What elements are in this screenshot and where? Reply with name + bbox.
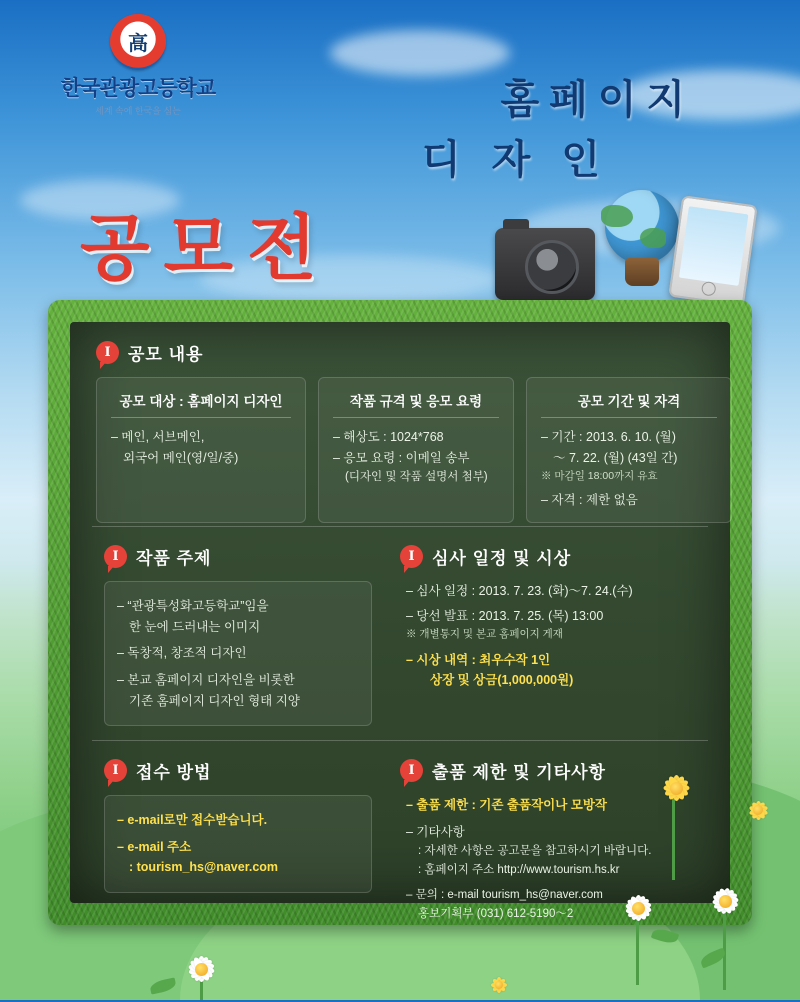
panel-theme bbox=[104, 581, 372, 726]
cloud-decoration bbox=[330, 30, 510, 76]
camera-icon bbox=[495, 228, 595, 300]
section-submission-title: 접수 방법 bbox=[136, 763, 212, 782]
judging-line: – 심사 일정 : 2013. 7. 23. (화)～7. 24.(수) bbox=[406, 584, 633, 598]
panel-submission bbox=[104, 795, 372, 893]
poster-main-title: 공모전 bbox=[80, 209, 331, 289]
emblem-glyph: 高 bbox=[128, 30, 148, 55]
school-emblem-icon bbox=[110, 14, 166, 70]
section-restrictions-title: 출품 제한 및 기타사항 bbox=[432, 763, 606, 782]
flower-icon bbox=[648, 760, 704, 816]
panel-judging bbox=[400, 581, 720, 691]
section-submission-header bbox=[104, 758, 372, 783]
globe-stand-icon bbox=[625, 258, 659, 286]
theme-line: 한 눈에 드러내는 이미지 bbox=[129, 619, 261, 634]
globe-landmass-icon bbox=[640, 228, 666, 248]
section-contents-panels bbox=[96, 377, 748, 523]
restrictions-line: : 자세한 사항은 공고문을 참고하시기 바랍니다. bbox=[418, 845, 652, 858]
submission-line: – e-mail로만 접수받습니다. bbox=[117, 813, 268, 827]
section-judging bbox=[400, 544, 720, 691]
section-marker-icon: I bbox=[400, 545, 423, 568]
globe-landmass-icon bbox=[601, 205, 633, 227]
flower-icon bbox=[482, 968, 516, 1002]
section-contents-title: 공모 내용 bbox=[128, 345, 204, 364]
restrictions-line: – 출품 제한 : 기존 출품작이나 모방작 bbox=[406, 798, 608, 812]
notice-board bbox=[48, 300, 752, 925]
judging-line: – 당선 발표 : 2013. 7. 25. (목) 13:00 bbox=[406, 608, 604, 623]
theme-line: – “관광특성화고등학교”임을 bbox=[117, 599, 269, 613]
flower-icon bbox=[738, 790, 778, 830]
panel-period bbox=[526, 377, 732, 523]
panel-target-line: – 메인, 서브메인, bbox=[111, 430, 205, 444]
panel-specs-line: (디자인 및 작품 설명서 첨부) bbox=[345, 471, 488, 484]
panel-specs-line: – 응모 요령 : 이메일 송부 bbox=[333, 450, 470, 465]
school-name: 한국관광고등학교 bbox=[60, 77, 216, 100]
judging-award-line: – 시상 내역 : 최우수작 1인 bbox=[406, 652, 551, 667]
restrictions-phone: 홍보기획부 (031) 612-5190～2 bbox=[418, 908, 574, 921]
judging-award-line: 상장 및 상금(1,000,000원) bbox=[430, 673, 574, 688]
section-theme-title: 작품 주제 bbox=[136, 549, 212, 568]
tablet-icon bbox=[668, 195, 757, 307]
panel-period-line: – 기간 : 2013. 6. 10. (월) bbox=[541, 430, 676, 444]
section-theme-header bbox=[104, 544, 372, 569]
panel-period-note: ※ 마감일 18:00까지 유효 bbox=[541, 470, 658, 483]
school-logo bbox=[18, 14, 258, 117]
panel-target bbox=[96, 377, 306, 523]
panel-specs-title: 작품 규격 및 응모 요령 bbox=[333, 390, 499, 418]
submission-email[interactable]: : tourism_hs@naver.com bbox=[129, 860, 279, 875]
section-marker-icon: I bbox=[96, 341, 119, 364]
panel-specs bbox=[318, 377, 514, 523]
section-divider bbox=[92, 526, 708, 527]
section-theme bbox=[104, 544, 372, 726]
panel-specs-line: – 해상도 : 1024*768 bbox=[333, 430, 444, 444]
poster-title-line-1: 홈페이지 bbox=[500, 78, 695, 122]
section-submission bbox=[104, 758, 372, 893]
panel-period-line: ～ 7. 22. (월) (43일 간) bbox=[553, 450, 678, 465]
section-marker-icon: I bbox=[104, 545, 127, 568]
judging-note: ※ 개별통지 및 본교 홈페이지 게재 bbox=[406, 628, 563, 641]
submission-line: – e-mail 주소 bbox=[117, 839, 192, 854]
restrictions-line: – 기타사항 bbox=[406, 824, 465, 839]
restrictions-contact[interactable]: – 문의 : e-mail tourism_hs@naver.com bbox=[406, 889, 603, 902]
section-marker-icon: I bbox=[104, 759, 127, 782]
school-tagline: 세계 속에 한국을 심는 bbox=[95, 106, 181, 116]
poster-title-line-2: 디 자 인 bbox=[421, 138, 610, 182]
panel-target-line: 외국어 메인(영/일/중) bbox=[123, 450, 239, 465]
restrictions-website[interactable]: : 홈페이지 주소 http://www.tourism.hs.kr bbox=[418, 864, 620, 877]
panel-target-title: 공모 대상 : 홈페이지 디자인 bbox=[111, 390, 291, 418]
section-contents-header bbox=[96, 340, 748, 365]
theme-line: – 독창적, 창조적 디자인 bbox=[117, 646, 247, 661]
globe-icon bbox=[605, 190, 679, 264]
section-divider bbox=[92, 740, 708, 741]
section-contents bbox=[96, 340, 748, 523]
notice-board-surface bbox=[70, 322, 730, 921]
section-judging-header bbox=[400, 544, 720, 569]
section-marker-icon: I bbox=[400, 759, 423, 782]
section-judging-title: 심사 일정 및 시상 bbox=[432, 549, 572, 568]
flower-icon bbox=[170, 938, 232, 1000]
panel-period-title: 공모 기간 및 자격 bbox=[541, 390, 717, 418]
panel-period-line: – 자격 : 제한 없음 bbox=[541, 492, 638, 507]
theme-line: 기존 홈페이지 디자인 형태 지양 bbox=[129, 693, 300, 708]
flower-icon bbox=[692, 868, 758, 934]
theme-line: – 본교 홈페이지 디자인을 비롯한 bbox=[117, 672, 295, 687]
